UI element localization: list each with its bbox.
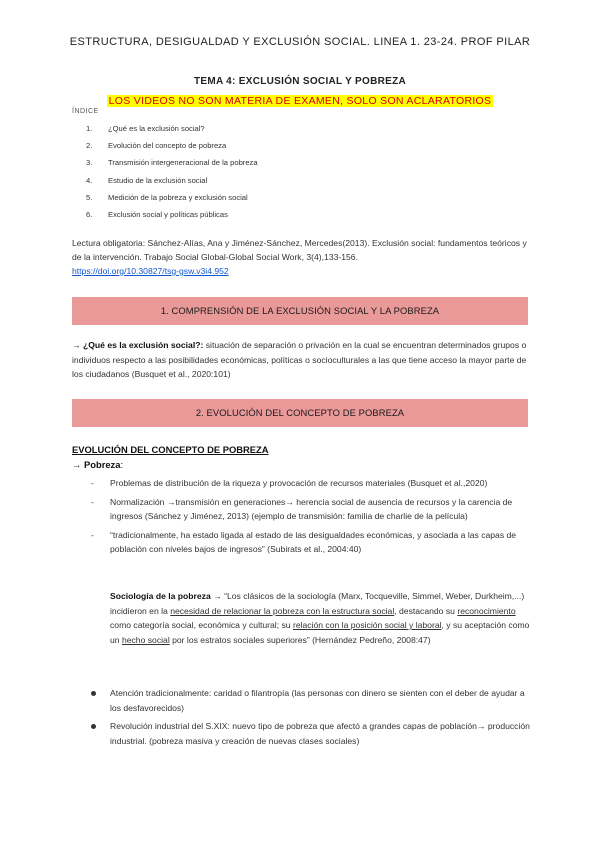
toc-text: Evolución del concepto de pobreza [108,141,227,151]
sociology-text: por los estratos sociales superiores” (Hernández Pedreño, 2008:47) [169,634,431,645]
exam-warning-text: LOS VIDEOS NO SON MATERIA DE EXAMEN, SOLO SON ACLARATORIOS [108,95,492,107]
list-item [91,686,531,715]
toc-item[interactable] [86,141,258,158]
reading-citation: Lectura obligatoria: Sánchez-Alías, Ana y Jiménez-Sánchez, Mercedes(2013). Exclusión social: fundamentos teóricos y de la intervención. Trabajo Social Global-Global Social Work, 3(4),133-156. [72,238,527,262]
sociology-underlined: hecho social [121,634,170,645]
toc-item[interactable] [86,124,258,141]
dash-marker: - [91,496,94,507]
table-of-contents [86,124,258,227]
toc-number: 5. [86,192,93,202]
topic-label: TEMA 4: [193,76,236,87]
list-item-text: Atención tradicionalmente: caridad o filantropía (las personas con dinero se sienten con el deber de ayudar a los desfavorecidos) [110,688,525,713]
toc-item[interactable] [86,193,258,210]
list-item-text: Normalización →transmisión en generaciones→ herencia social de ausencia de recursos y la carencia de ingresos (Sánchez y Jiménez, 2013) (ejemplo de transmisión: familia de charlie de la película) [110,496,513,522]
toc-text: Medición de la pobreza y exclusión social [108,192,248,202]
doi-link[interactable]: https://doi.org/10.30827/tsg-gsw.v3i4.952 [72,266,229,276]
bullet-icon [91,724,96,729]
toc-number: 3. [86,158,93,168]
subsection-title: EVOLUCIÓN DEL CONCEPTO DE POBREZA [72,444,269,455]
bullet-list [91,686,531,752]
list-item-text: Problemas de distribución de la riqueza y provocación de recursos materiales (Busquet et al.,2020) [110,478,488,488]
toc-text: ¿Qué es la exclusión social? [108,124,205,133]
sociology-underlined: relación con la posición social y laboral [292,620,442,631]
poverty-label [72,459,123,470]
bullet-icon [91,691,96,696]
toc-number: 4. [86,175,93,185]
sociology-underlined: necesidad de relacionar la pobreza con la estructura social [170,605,395,616]
sociology-text: → “Los clásicos de la sociología (Marx, Tocqueville, Simmel, Weber, Durkheim,...) incidieron en la [110,591,525,616]
list-item [91,476,531,491]
list-item-text: Revolución industrial del S.XIX: nuevo tipo de pobreza que afectó a grandes capas de población→ producción industrial. (pobreza masiva y creación de nuevas clases sociales) [110,721,530,746]
dash-marker: - [91,478,94,488]
toc-number: 2. [86,141,93,151]
toc-item[interactable] [86,158,258,175]
exclusion-question: → ¿Qué es la exclusión social?: [72,340,204,350]
exclusion-definition-text: situación de separación o privación en la cual se encuentran determinados grupos o individuos respecto a las posibilidades económicas, políticas o socioculturales a las que tiene acceso la mayor parte de los ciudadanos (Busquet et al., 2020:101) [72,340,527,380]
sociology-text: , y su aceptación como un [110,620,530,645]
list-item [91,528,531,557]
topic-name: EXCLUSIÓN SOCIAL Y POBREZA [238,76,407,87]
toc-text: Exclusión social y políticas públicas [108,209,228,219]
sociology-text: , destacando su [394,605,458,616]
list-item [91,719,531,748]
page-header: ESTRUCTURA, DESIGUALDAD Y EXCLUSIÓN SOCIAL. LINEA 1. 23-24. PROF PILAR [69,36,531,48]
dash-marker: - [91,529,94,540]
toc-number: 6. [86,209,93,219]
sociology-text: como categoría social, económica y cultural; su [110,620,293,631]
section-2-heading: 2. EVOLUCIÓN DEL CONCEPTO DE POBREZA [72,399,528,427]
index-label: ÍNDICE [72,108,99,115]
poverty-colon: : [120,459,124,470]
sociology-paragraph [110,589,532,647]
toc-item[interactable] [86,210,258,227]
toc-text: Estudio de la exclusión social [108,175,208,185]
sociology-label: Sociología de la pobreza [110,591,211,601]
list-item [91,495,531,524]
topic-title [0,76,600,87]
toc-number: 1. [86,124,93,133]
poverty-label-text: Pobreza [83,459,121,470]
exam-warning [0,91,600,109]
poverty-arrow: → [72,459,84,470]
sociology-underlined: reconocimiento [457,605,516,616]
exclusion-definition [72,338,532,382]
list-item-text: “tradicionalmente, ha estado ligada al estado de las desigualdades económicas, y asociada a las capas de población con niveles bajos de ingresos” (Subirats et al., 2004:40) [110,529,517,555]
toc-text: Transmisión intergeneracional de la pobreza [108,158,258,168]
required-reading [72,236,530,278]
poverty-list [91,476,531,561]
section-1-heading: 1. COMPRENSIÓN DE LA EXCLUSIÓN SOCIAL Y LA POBREZA [72,297,528,325]
toc-item[interactable] [86,176,258,193]
